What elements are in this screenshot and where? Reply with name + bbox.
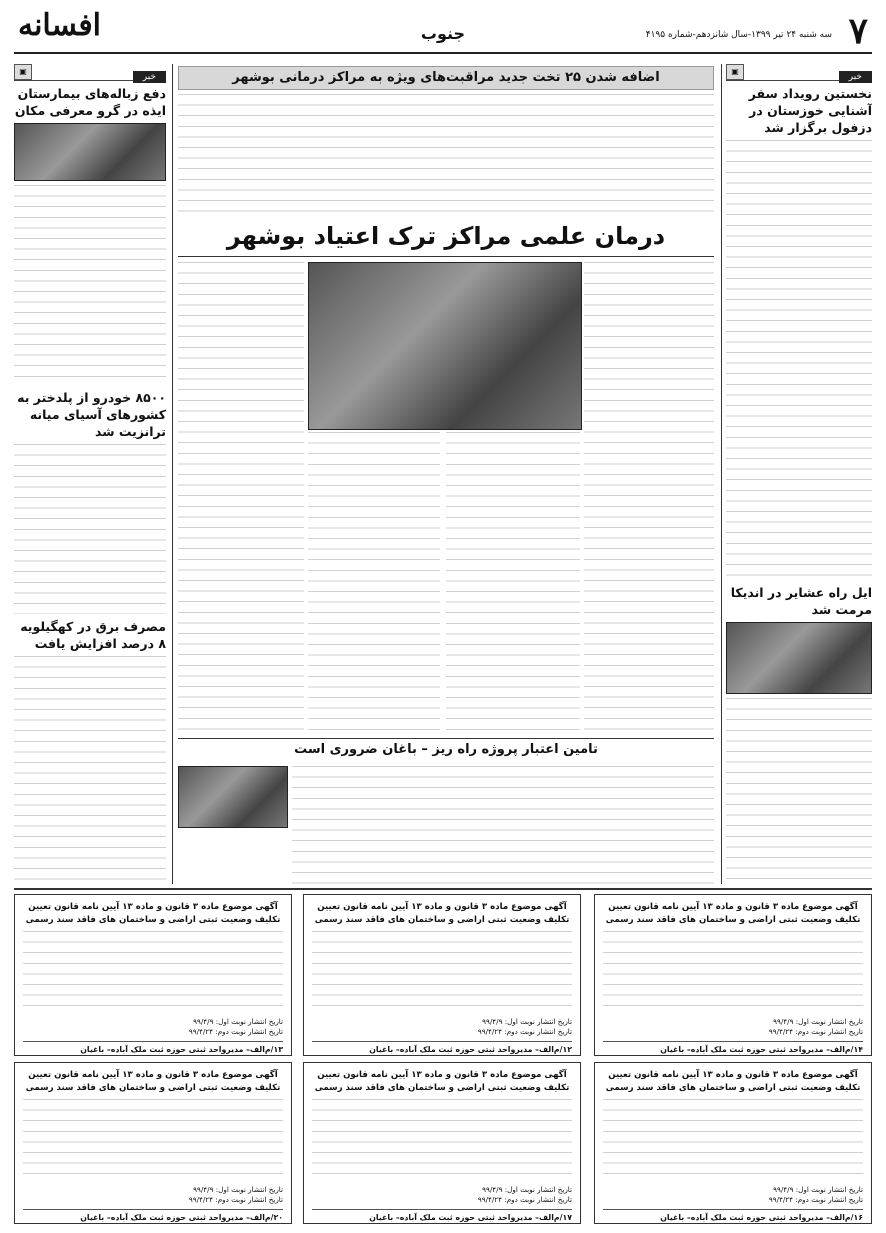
ad-date-1: تاریخ انتشار نوبت اول: ۹۹/۴/۹ [482, 1185, 572, 1194]
page-number: ۷ [848, 10, 868, 52]
main-article-col-right [584, 262, 714, 732]
ad-body [603, 931, 863, 1013]
legal-ad [303, 894, 581, 1056]
ad-date-1: تاریخ انتشار نوبت اول: ۹۹/۴/۹ [773, 1017, 863, 1026]
column-divider [172, 64, 173, 884]
ad-body [23, 931, 283, 1013]
ad-signature: ۱۴/م‌الف– مدیرواحد ثبتی حوزه ثبت ملک آباده– باغیان [603, 1041, 863, 1054]
left-column [14, 64, 166, 884]
ad-title: آگهی موضوع ماده ۳ قانون و ماده ۱۳ آیین نامه قانون تعیین تکلیف وضعیت ثبتی اراضی و ساختمان های فاقد سند رسمی [605, 1070, 861, 1093]
ads-top-rule [14, 888, 872, 890]
legal-ad [594, 894, 872, 1056]
right-column [726, 64, 872, 884]
news-tag-bar [14, 64, 166, 81]
article-title-izeh: دفع زباله‌های بیمارستان ایذه در گرو معرفی مکان [14, 86, 166, 118]
headline-rule [178, 256, 714, 257]
column-divider [721, 64, 722, 884]
article-title-kohgiluyeh: مصرف برق در کهگیلویه ۸ درصد افزایش یافت [20, 619, 166, 651]
section-title: جنوب [420, 24, 466, 43]
road-article-body [292, 766, 714, 884]
main-article-col-mid1 [308, 432, 440, 732]
news-tag: خبر [839, 71, 872, 83]
news-tag: خبر [133, 71, 166, 83]
legal-ad [14, 894, 292, 1056]
ad-signature: ۲۰/م‌الف– مدیرواحد ثبتی حوزه ثبت ملک آباده– باغیان [23, 1209, 283, 1222]
ad-date-2: تاریخ انتشار نوبت دوم: ۹۹/۴/۲۴ [188, 1195, 283, 1204]
newspaper-logo: افسانه [18, 8, 102, 43]
ad-date-1: تاریخ انتشار نوبت اول: ۹۹/۴/۹ [193, 1017, 283, 1026]
ad-title: آگهی موضوع ماده ۳ قانون و ماده ۱۳ آیین نامه قانون تعیین تکلیف وضعیت ثبتی اراضی و ساختمان های فاقد سند رسمی [25, 1070, 281, 1093]
ad-date-1: تاریخ انتشار نوبت اول: ۹۹/۴/۹ [193, 1185, 283, 1194]
ad-body [23, 1099, 283, 1181]
ad-date-2: تاریخ انتشار نوبت دوم: ۹۹/۴/۲۴ [768, 1195, 863, 1204]
ad-body [312, 931, 572, 1013]
ad-signature: ۱۳/م‌الف– مدیرواحد ثبتی حوزه ثبت ملک آباده– باغیان [23, 1041, 283, 1054]
ad-date-1: تاریخ انتشار نوبت اول: ۹۹/۴/۹ [482, 1017, 572, 1026]
waste-photo [14, 123, 166, 181]
page-header [14, 10, 872, 54]
ad-body [312, 1099, 572, 1181]
top-banner-headline: اضافه شدن ۲۵ تخت جدید مراقبت‌های ویژه به مراکز درمانی بوشهر [178, 66, 714, 90]
ad-signature: ۱۲/م‌الف– مدیرواحد ثبتی حوزه ثبت ملک آباده– باغیان [312, 1041, 572, 1054]
road-photo [726, 622, 872, 694]
ad-date-1: تاریخ انتشار نوبت اول: ۹۹/۴/۹ [773, 1185, 863, 1194]
camera-icon: ▣ [14, 64, 32, 80]
main-article-col-left [178, 262, 304, 732]
article-body-dezful [726, 140, 872, 580]
article-body-izeh [14, 185, 166, 385]
article-title-dezful: نخستین رویداد سفر آشنایی خوزستان در دزفول برگزار شد [748, 86, 872, 135]
main-headline: درمان علمی مراکز ترک اعتیاد بوشهر [226, 222, 666, 250]
article-title-andika: ایل راه عشایر در اندیکا مرمت شد [730, 585, 872, 617]
road-project-photo [178, 766, 288, 828]
ad-title: آگهی موضوع ماده ۳ قانون و ماده ۱۳ آیین نامه قانون تعیین تکلیف وضعیت ثبتی اراضی و ساختمان های فاقد سند رسمی [25, 902, 281, 925]
legal-ad [594, 1062, 872, 1224]
article-body-kohgiluyeh [14, 656, 166, 884]
ad-title: آگهی موضوع ماده ۳ قانون و ماده ۱۳ آیین نامه قانون تعیین تکلیف وضعیت ثبتی اراضی و ساختمان های فاقد سند رسمی [605, 902, 861, 925]
ad-signature: ۱۶/م‌الف– مدیرواحد ثبتی حوزه ثبت ملک آباده– باغیان [603, 1209, 863, 1222]
ad-date-2: تاریخ انتشار نوبت دوم: ۹۹/۴/۲۴ [477, 1027, 572, 1036]
section-rule [178, 738, 714, 739]
ad-date-2: تاریخ انتشار نوبت دوم: ۹۹/۴/۲۴ [768, 1027, 863, 1036]
news-tag-bar [726, 64, 872, 81]
legal-ad [14, 1062, 292, 1224]
road-headline: تامین اعتبار پروژه راه ریز – باغان ضروری است [294, 742, 598, 757]
article-body-poldokhtar [14, 444, 166, 614]
camera-icon: ▣ [726, 64, 744, 80]
ad-date-2: تاریخ انتشار نوبت دوم: ۹۹/۴/۲۴ [188, 1027, 283, 1036]
article-title-poldokhtar: ۸۵۰۰ خودرو از پلدختر به کشورهای آسیای میانه ترانزیت شد [17, 390, 166, 439]
main-article-col-mid2 [446, 432, 580, 732]
ad-body [603, 1099, 863, 1181]
ad-title: آگهی موضوع ماده ۳ قانون و ماده ۱۳ آیین نامه قانون تعیین تکلیف وضعیت ثبتی اراضی و ساختمان های فاقد سند رسمی [314, 1070, 570, 1093]
ad-date-2: تاریخ انتشار نوبت دوم: ۹۹/۴/۲۴ [477, 1195, 572, 1204]
ad-signature: ۱۷/م‌الف– مدیرواحد ثبتی حوزه ثبت ملک آباده– باغیان [312, 1209, 572, 1222]
banner-article-body [178, 94, 714, 216]
article-body-andika [726, 698, 872, 884]
issue-date: سه شنبه ۲۴ تیر ۱۳۹۹-سال شانزدهم-شماره ۴۱۹۵ [645, 30, 832, 40]
rehab-center-photo [308, 262, 582, 430]
ad-title: آگهی موضوع ماده ۳ قانون و ماده ۱۳ آیین نامه قانون تعیین تکلیف وضعیت ثبتی اراضی و ساختمان های فاقد سند رسمی [314, 902, 570, 925]
legal-ad [303, 1062, 581, 1224]
